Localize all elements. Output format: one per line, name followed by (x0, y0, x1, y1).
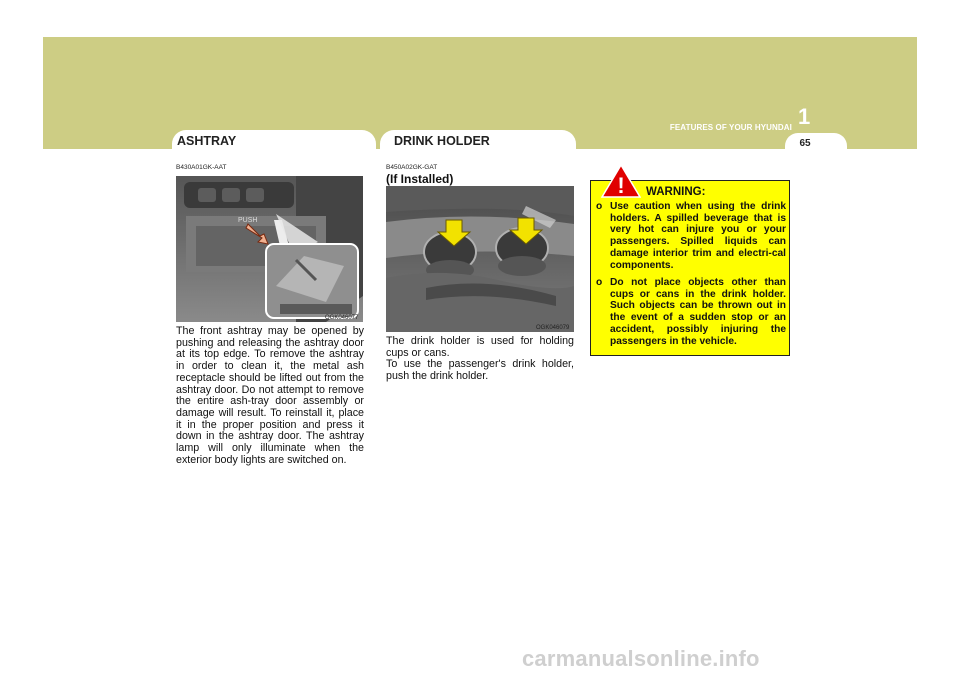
warning-bullet: o (596, 277, 603, 288)
drink-holder-subtitle: (If Installed) (386, 172, 454, 186)
drink-holder-section-title: DRINK HOLDER (394, 134, 490, 148)
warning-item (596, 201, 786, 271)
ashtray-section-title: ASHTRAY (177, 134, 237, 148)
drink-holder-photo (386, 186, 574, 332)
chapter-number: 1 (798, 104, 811, 129)
ashtray-code: B430A01GK-AAT (176, 164, 227, 171)
drink-holder-body (386, 336, 574, 383)
push-label: PUSH (238, 217, 258, 224)
drink-holder-illustration (386, 186, 574, 332)
drink-holder-body-1: The drink holder is used for holding cups or cans. (386, 335, 574, 359)
warning-item-text: Use caution when using the drink holders. A spilled beverage that is very hot can injure you or your passengers. Spilled liquids can damage interior trim and electri-cal components. (610, 201, 786, 271)
ashtray-image-code: OGK046077 (325, 315, 359, 321)
ashtray-body-text: The front ashtray may be opened by pushing and releasing the ashtray door at its top edge. To remove the ashtray in order to clean it, the metal ash receptacle should be lifted out from the ashtray door. Do not attempt to remove the entire ash-tray door assembly or damage will result. To reinstall it, place it in the proper position and press it down in the ashtray door. The ashtray lamp will only illuminate when the exterior body lights are switched on. (176, 325, 364, 466)
ashtray-body (176, 326, 364, 466)
warning-item (596, 277, 786, 347)
page-number: 65 (799, 138, 811, 149)
warning-heading: WARNING: (646, 186, 706, 198)
chapter-title: FEATURES OF YOUR HYUNDAI (669, 123, 792, 132)
drink-holder-image-code: OGK046079 (536, 325, 570, 331)
warning-bullet: o (596, 201, 603, 212)
drink-holder-code: B450A02GK-GAT (386, 164, 438, 171)
ashtray-photo (176, 176, 363, 322)
warning-item-text: Do not place objects other than cups or cans in the drink holder. Such objects can be thrown out in the event of a sudden stop or an accident, possibly injuring the passengers in the vehicle. (610, 277, 786, 347)
footer-watermark: carmanualsonline.info (522, 646, 760, 671)
drink-holder-body-2: To use the passenger's drink holder, push the drink holder. (386, 358, 574, 383)
ashtray-illustration (176, 176, 363, 322)
warning-symbol: ! (617, 173, 625, 198)
